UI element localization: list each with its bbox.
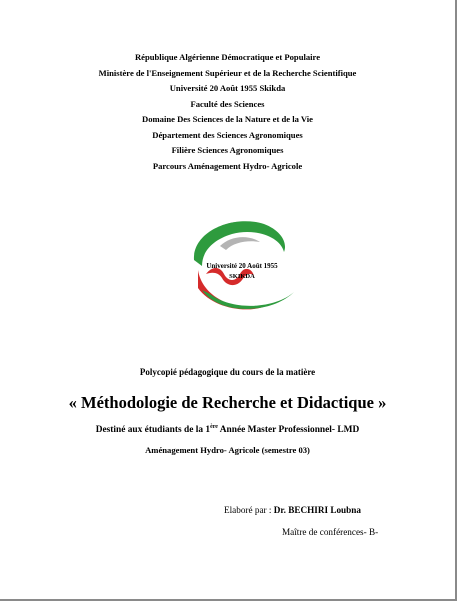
logo-text-university: Université 20 Août 1955 <box>206 262 278 270</box>
target-audience <box>0 424 455 435</box>
author-line <box>224 505 361 515</box>
header-line-republic: République Algérienne Démocratique et Populaire <box>134 52 321 62</box>
university-logo <box>176 208 304 318</box>
header-line-department: Département des Sciences Agronomiques <box>152 129 303 140</box>
header-line-ministry: Ministère de l'Enseignement Supérieur et de la Recherche Scientifique <box>98 67 357 78</box>
header-line-university: Université 20 Août 1955 Skikda <box>169 83 286 93</box>
logo-crescent-green <box>194 221 285 266</box>
institution-header <box>0 50 455 174</box>
author-rank: Maître de conférences- B- <box>282 527 379 537</box>
audience-superscript: ère <box>210 424 218 430</box>
course-title: « Méthodologie de Recherche et Didactique » <box>68 393 387 412</box>
header-line-faculty: Faculté des Sciences <box>190 98 265 109</box>
audience-suffix: Année Master Professionnel- LMD <box>217 425 360 435</box>
author-name: Dr. BECHIRI Loubna <box>273 505 361 515</box>
logo-swirl-gray-inner <box>220 237 260 250</box>
logo-swoosh-green <box>202 290 294 309</box>
course-intro: Polycopié pédagogique du cours de la matière <box>139 367 316 377</box>
header-line-domain: Domaine Des Sciences de la Nature et de la Vie <box>142 114 313 124</box>
logo-text-city: SKIKDA <box>229 273 255 280</box>
header-line-field: Filière Sciences Agronomiques <box>171 145 284 155</box>
header-line-track: Parcours Aménagement Hydro- Agricole <box>152 160 303 171</box>
course-track: Aménagement Hydro- Agricole (semestre 03) <box>145 445 310 455</box>
audience-prefix: Destiné aux étudiants de la 1 <box>95 425 211 435</box>
author-prefix: Elaboré par : <box>224 505 274 515</box>
